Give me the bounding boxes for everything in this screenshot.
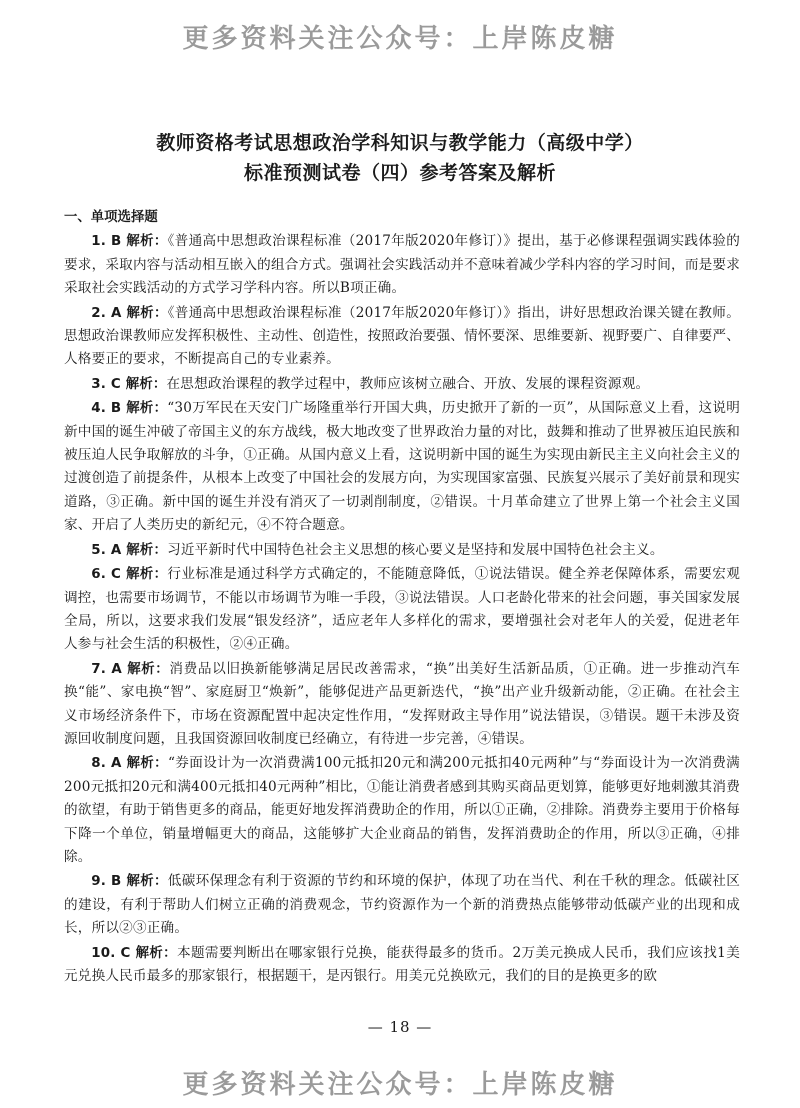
answer-head: 5. A 解析：: [91, 542, 168, 558]
answer-text: 《普通高中思想政治课程标准（2017年版2020年修订）》提出，基于必修课程强调实践体验的要求，采取内容与活动相互嵌入的组合方式。强调社会实践活动并不意味着减少学科内容的学习时间，而是要求采取社会实践活动的方式学习学科内容。所以B项正确。: [64, 233, 740, 297]
answer-head: 8. A 解析：: [91, 756, 168, 772]
watermark-bottom: 更多资料关注公众号：上岸陈皮糖: [182, 1070, 618, 1100]
answer-content: [64, 206, 740, 989]
answer-head: 1. B 解析：: [91, 234, 168, 250]
answer-text: “30万军民在天安门广场隆重举行开国大典，历史掀开了新的一页”，从国际意义上看，这说明新中国的诞生冲破了帝国主义的东方战线，极大地改变了世界政治力量的对比，鼓舞和推动了世界被压迫民族和被压迫人民争取解放的斗争，①正确。从国内意义上看，这说明新中国的诞生为实现由新民主主义向社会主义的过渡创造了前提条件，从根本上改变了中国社会的发展方向，为实现国家富强、民族复兴展示了美好前景和现实道路，③正确。新中国的诞生并没有消灭了一切剥削制度，②错误。十月革命建立了世界上第一个社会主义国家、开启了人类历史的新纪元，④不符合题意。: [64, 400, 740, 534]
answer-head: 10. C 解析：: [91, 945, 177, 961]
answer-item-9: [64, 870, 740, 940]
answer-text: “券面设计为一次消费满100元抵扣20元和满200元抵扣40元两种”与“券面设计为一次消费满200元抵扣20元和满400元抵扣40元两种”相比，①能让消费者感到其购买商品更划算，能够更好地刺激其消费的欲望，有助于销售更多的商品，能更好地发挥消费助企的作用，所以①正确，②排除。消费券主要用于价格每下降一个单位，销量增幅更大的商品，这能够扩大企业商品的销售，发挥消费助企的作用，所以③正确，④排除。: [64, 755, 740, 865]
answer-head: 4. B 解析：: [91, 401, 168, 417]
watermark-top: 更多资料关注公众号：上岸陈皮糖: [182, 24, 618, 54]
answer-head: 9. B 解析：: [91, 874, 168, 890]
answer-head: 3. C 解析：: [91, 376, 167, 392]
answer-head: 7. A 解析：: [91, 661, 170, 677]
answer-item-6: [64, 563, 740, 657]
answer-item-8: [64, 752, 740, 869]
answer-item-3: [64, 373, 740, 396]
answer-head: 6. C 解析：: [91, 567, 168, 583]
answer-item-1: [64, 230, 740, 300]
answer-text: 在思想政治课程的教学过程中，教师应该树立融合、开放、发展的课程资源观。: [166, 375, 650, 392]
document-title-line1: 教师资格考试思想政治学科知识与教学能力（高级中学）: [156, 132, 644, 154]
answer-item-10: [64, 942, 740, 989]
section-heading: 一、单项选择题: [64, 210, 158, 225]
answer-text: 本题需要判断出在哪家银行兑换，能获得最多的货币。2万美元换成人民币，我们应该找1美元兑换人民币最多的那家银行，根据题干，是丙银行。用美元兑换欧元，我们的目的是换更多的欧: [64, 944, 740, 984]
answer-text: 《普通高中思想政治课程标准（2017年版2020年修订）》指出，讲好思想政治课关键在教师。思想政治课教师应发挥积极性、主动性、创造性，按照政治要强、情怀要深、思维要新、视野要广、自律要严、人格要正的要求，不断提高自己的专业素养。: [64, 304, 740, 368]
answer-item-2: [64, 302, 740, 372]
answer-head: 2. A 解析：: [91, 305, 168, 321]
answer-item-5: [64, 539, 740, 562]
answer-text: 行业标准是通过科学方式确定的，不能随意降低，①说法错误。健全养老保障体系，需要宏观调控，也需要市场调节，不能以市场调节为唯一手段，③说法错误。人口老龄化带来的社会问题，事关国家发展全局，所以，这要求我们发展“银发经济”，适应老年人多样化的需求，要增强社会对老年人的关爱，促进老年人参与社会生活的积极性，②④正确。: [64, 566, 741, 653]
answer-item-4: [64, 397, 740, 537]
document-title-line2: 标准预测试卷（四）参考答案及解析: [243, 162, 556, 184]
page-number: — 18 —: [367, 1018, 433, 1036]
answer-text: 习近平新时代中国特色社会主义思想的核心要义是坚持和发展中国特色社会主义。: [167, 541, 664, 558]
answer-text: 低碳环保理念有利于资源的节约和环境的保护，体现了功在当代、利在千秋的理念。低碳社区的建设，有利于帮助人们树立正确的消费观念，节约资源作为一个新的消费热点能够带动低碳产业的出现和成长，所以②③正确。: [64, 873, 740, 937]
answer-item-7: [64, 658, 740, 752]
answer-text: 消费品以旧换新能够满足居民改善需求，“换”出美好生活新品质，①正确。进一步推动汽车换“能”、家电换“智”、家庭厨卫“焕新”，能够促进产品更新迭代，“换”出产业升级新动能，②正确。在社会主义市场经济条件下，市场在资源配置中起决定性作用，“发挥财政主导作用”说法错误，③错误。题干未涉及资源回收制度问题，且我国资源回收制度已经确立，有待进一步完善，④错误。: [64, 660, 740, 747]
